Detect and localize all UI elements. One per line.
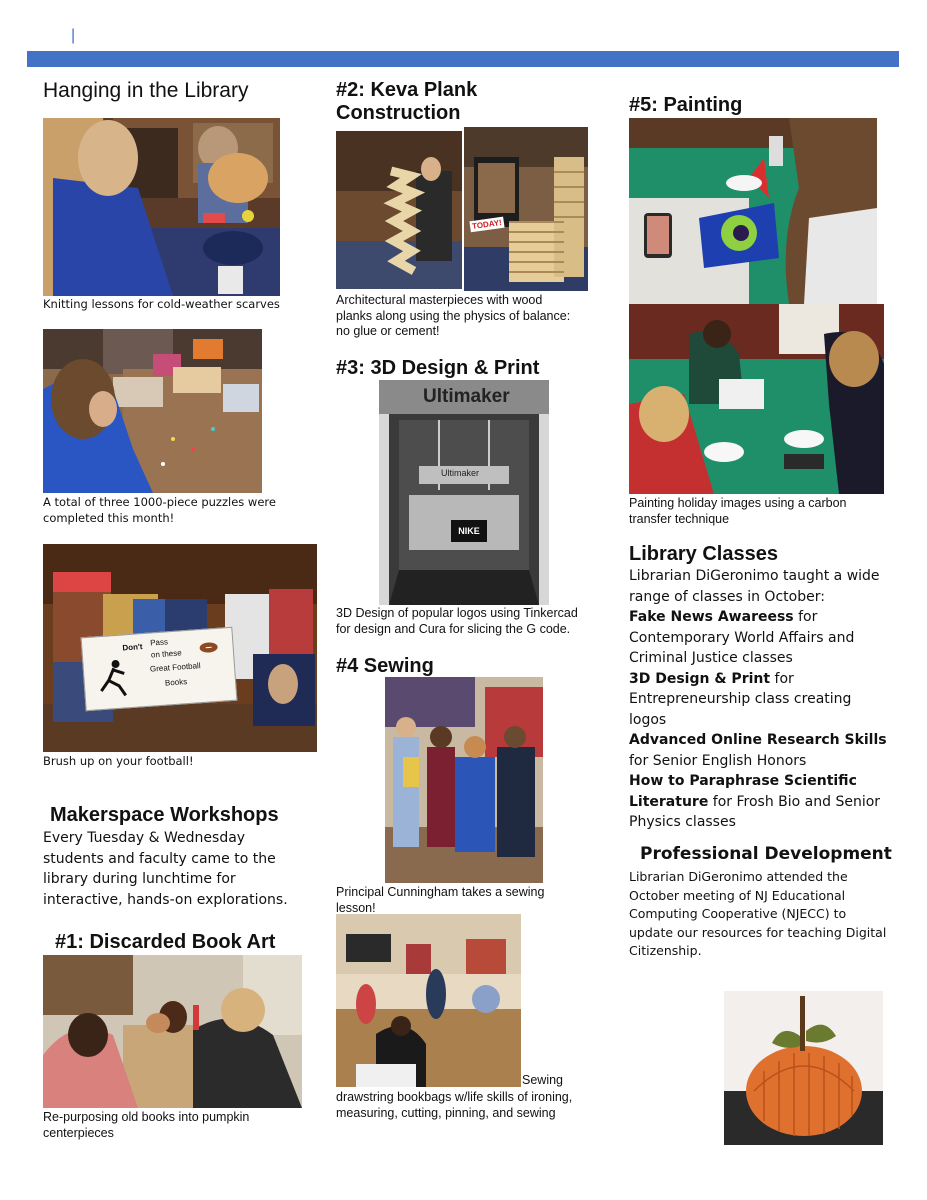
class-item-detail: for Frosh Bio and Senior Physics classes <box>629 793 881 830</box>
knitting-photo <box>43 118 280 296</box>
hanging-heading: Hanging in the Library <box>43 79 249 102</box>
sewing-caption-2-first: Sewing <box>522 1073 563 1087</box>
class-item-title: Fake News Awareess <box>629 609 794 625</box>
knitting-caption: Knitting lessons for cold-weather scarves <box>43 297 280 311</box>
football-sign <box>81 627 238 711</box>
makerspace-heading: Makerspace Workshops <box>50 804 279 826</box>
library-classes-intro: Librarian DiGeronimo taught a wide range of classes in October: <box>629 568 880 605</box>
nike-logo-print: NIKE <box>451 520 487 542</box>
book-art-photo <box>43 955 302 1108</box>
football-sign-text-1: Don't <box>122 642 143 653</box>
pd-heading: Professional Development <box>640 844 892 864</box>
class-item <box>629 669 891 731</box>
pd-body: Librarian DiGeronimo attended the October meeting of NJ Educational Computing Cooperative (NJECC) to update our resources for teaching Digital Citizenship. <box>629 869 887 958</box>
sewing-room-photo <box>336 914 521 1087</box>
3d-print-heading: #3: 3D Design & Print <box>336 357 540 379</box>
library-classes-heading: Library Classes <box>629 543 778 565</box>
football-icon <box>198 641 219 654</box>
class-item <box>629 607 891 669</box>
library-classes-body <box>629 566 891 833</box>
keva-caption: Architectural masterpieces with wood planks along using the physics of balance: no glue or cement! <box>336 293 571 338</box>
discarded-book-art-heading: #1: Discarded Book Art <box>55 931 276 953</box>
keva-photo-right <box>464 127 588 291</box>
3d-print-caption: 3D Design of popular logos using Tinkercad for design and Cura for slicing the G code. <box>336 606 578 636</box>
football-sign-text-3: on these <box>150 648 182 660</box>
class-item-detail: for Entrepreneurship class creating logos <box>629 670 852 728</box>
class-item <box>629 771 891 833</box>
puzzles-photo <box>43 329 262 493</box>
puzzles-caption: A total of three 1000-piece puzzles were completed this month! <box>43 495 276 525</box>
book-art-caption: Re-purposing old books into pumpkin centerpieces <box>43 1110 250 1140</box>
football-player-icon <box>93 655 136 700</box>
sewing-caption-2: drawstring bookbags w/life skills of ironing, measuring, cutting, pinning, and sewing <box>336 1090 573 1120</box>
painting-photo-2 <box>629 304 884 494</box>
printer-plate-label: Ultimaker <box>441 468 480 478</box>
printer-brand: Ultimaker <box>423 386 510 407</box>
class-item-title: Advanced Online Research Skills <box>629 732 887 748</box>
painting-caption: Painting holiday images using a carbon transfer technique <box>629 496 847 526</box>
class-item-title: 3D Design & Print <box>629 670 771 687</box>
header-accent-bar <box>27 51 899 67</box>
class-item-detail: for Senior English Honors <box>629 752 807 769</box>
book-pumpkin-photo <box>724 991 883 1145</box>
sewing-caption-1: Principal Cunningham takes a sewing lesson! <box>336 885 545 915</box>
football-sign-text-4: Great Football <box>149 661 201 674</box>
sewing-principal-photo <box>385 677 543 883</box>
keva-sign: TODAY! <box>469 217 504 233</box>
painting-photo-1 <box>629 118 877 304</box>
football-sign-text-5: Books <box>164 677 188 688</box>
keva-photo-left <box>336 131 462 289</box>
painting-heading: #5: Painting <box>629 94 743 116</box>
sewing-heading: #4 Sewing <box>336 655 434 677</box>
keva-heading: #2: Keva Plank Construction <box>336 79 478 124</box>
header-marker: | <box>71 27 76 44</box>
class-item-detail: for Contemporary World Affairs and Criminal Justice classes <box>629 609 855 666</box>
class-item-title: How to Paraphrase Scientific Literature <box>629 773 857 810</box>
class-item <box>629 730 891 771</box>
football-sign-text-2: Pass <box>149 637 169 648</box>
football-caption: Brush up on your football! <box>43 754 194 768</box>
printer-photo <box>379 380 549 605</box>
makerspace-body: Every Tuesday & Wednesday students and faculty came to the library during lunchtime for interactive, hands-on explorations. <box>43 830 288 908</box>
